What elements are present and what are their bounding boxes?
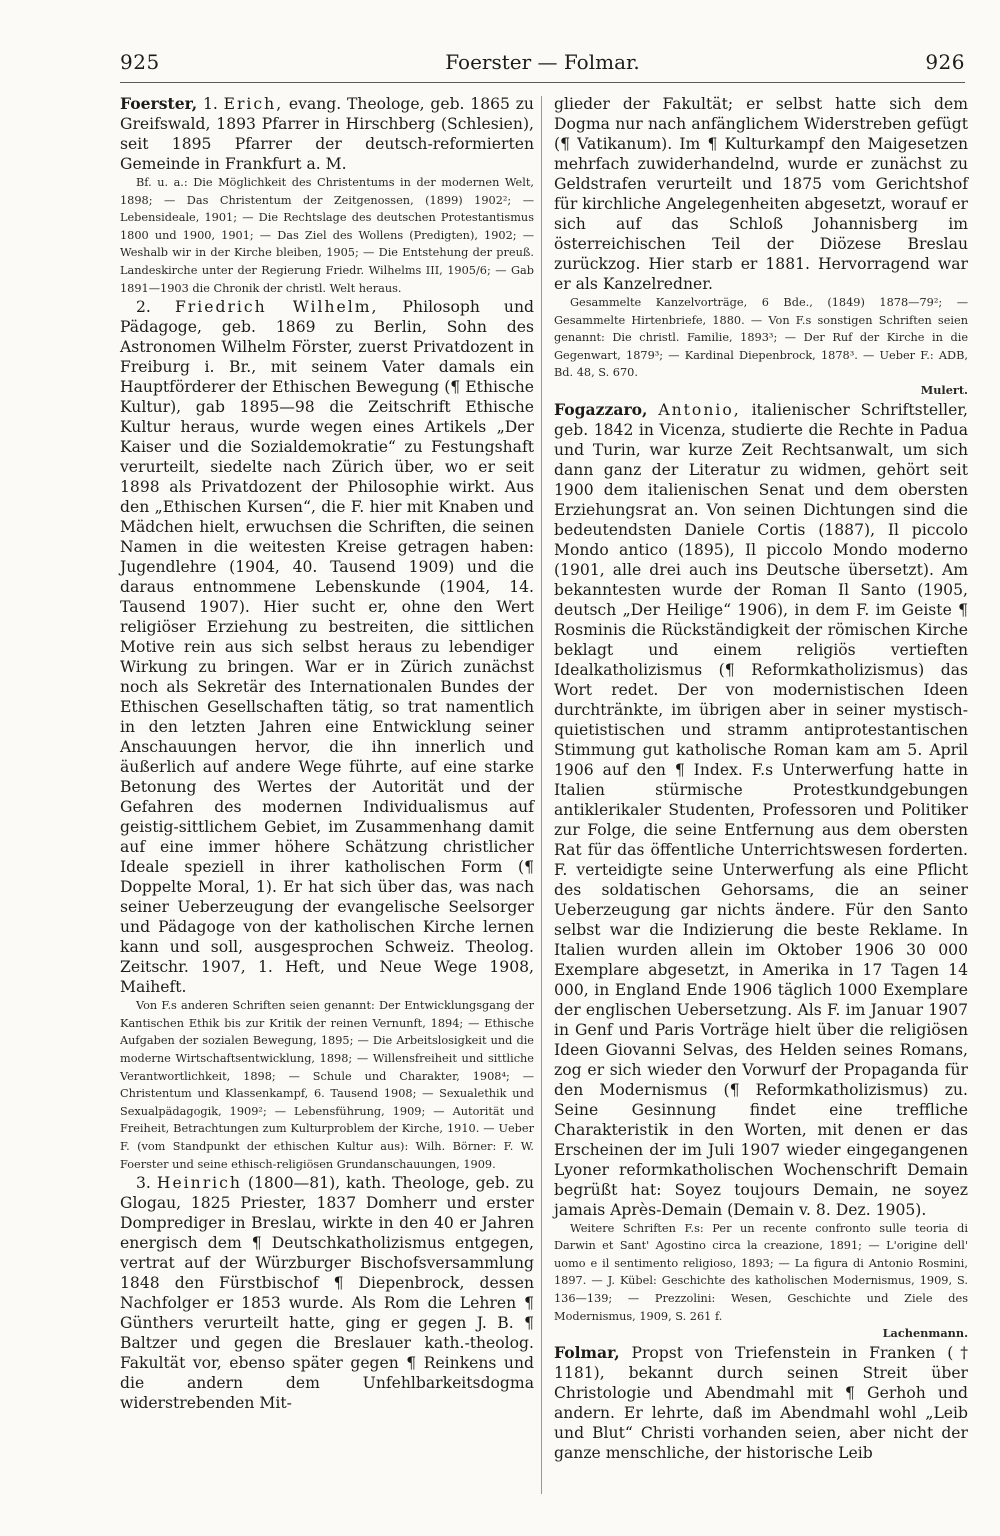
page-number-left: 925 <box>120 50 160 74</box>
entry-lemma: Folmar, <box>554 1342 620 1362</box>
entry-name: Erich, <box>223 95 284 113</box>
entry-name: Friedrich Wilhelm, <box>174 298 379 317</box>
entry-continuation: glieder der Fakultät; er selbst hatte sich dem Dogma nur nach anfänglichem Widerstreben gefügt (¶ Vatikanum). Im ¶ Kulturkampf den Maigesetzen mehrfach zuwiderhandelnd, wurde er zunächst zu Geldstrafen verurteilt und 1875 vom Gerichtshof für kirchliche Angelegenheiten abgesetzt, worauf er sich auf das Schloß Johannisberg im österreichischen Teil der Diözese Breslau zurückzog. Hier starb er 1881. Hervorragend war er als Kanzelredner. <box>554 95 968 293</box>
entry-bibliography: Von F.s anderen Schriften seien genannt: Der Entwicklungsgang der Kantischen Ethik bis zur Kritik der reinen Vernunft, 1894; — Ethische Aufgaben der sozialen Bewegung, 1895; — Die Arbeitslosigkeit und die moderne Wirtschaftsentwicklung, 1898; — Willensfreiheit und sittliche Verantwortlichkeit, 1898; — Schule und Charakter, 1908⁴; — Christentum und Klassenkampf, 6. Tausend 1908; — Sexualethik und Sexualpädagogik, 1909²; — Lebensführung, 1909; — Autorität und Freiheit, Betrachtungen zum Kulturproblem der Kirche, 1910. — Ueber F. (vom Standpunkt der ethischen Kultur aus): Wilh. Börner: F. W. Foerster und seine ethisch-religiösen Grundanschauungen, 1909. <box>120 999 534 1171</box>
entry-bibliography: Bf. u. a.: Die Möglichkeit des Christentums in der modernen Welt, 1898; — Das Christentum der Zeitgenossen, (1899) 1902²; — Lebensideale, 1901; — Die Rechtslage des deutschen Protestantismus 1800 und 1900, 1901; — Das Ziel des Wollens (Predigten), 1902; — Weshalb wir in der Kirche bleiben, 1905; — Die Entstehung der preuß. Landeskirche unter der Regierung Friedr. Wilhelms III, 1905/6; — Gab 1891—1903 die Chronik der christl. Welt heraus. <box>120 176 534 295</box>
entry-text: Propst von Triefenstein in Franken († 1181), bekannt durch seinen Streit über Christologie und Abendmahl mit ¶ Gerhoh und andern. Er lehrte, daß im Abendmahl wohl „Leib und Blut“ Christi vorhanden seien, aber nicht der ganze menschliche, der historische Leib <box>554 1343 968 1462</box>
entry-number: 3. <box>136 1174 151 1193</box>
entry-folmar <box>554 1343 968 1463</box>
entry-text: italienischer Schriftsteller, geb. 1842 in Vicenza, studierte die Rechte in Padua und Turin, war kurze Zeit Rechtsanwalt, um sich dann ganz der Literatur zu widmen, gehört seit 1900 dem italienischen Senat und dem obersten Erziehungsrat an. Von seinen Dichtungen sind die bedeutendsten Daniele Cortis (1887), Il piccolo Mondo antico (1895), Il piccolo Mondo moderno (1901, alle drei auch ins Deutsche übersetzt). Am bekanntesten wurde der Roman Il Santo (1905, deutsch „Der Heilige“ 1906), in dem F. im Geiste ¶ Rosminis die Rückständigkeit der römischen Kirche beklagt und einem religiös vertieften Idealkatholizismus (¶ Reformkatholizismus) das Wort redet. Der von modernistischen Ideen durchtränkte, im übrigen aber in seiner mystisch-quietistischen und stramm antiprotestantischen Stimmung gut katholische Roman kam am 5. April 1906 auf den ¶ Index. F.s Unterwerfung hatte in Italien stürmische Protestkundgebungen antiklerikaler Studenten, Professoren und Politiker zur Folge, die seine Entfernung aus dem obersten Rat für das öffentliche Unterrichtswesen forderten. F. verteidigte seine Unterwerfung als eine Pflicht des soldatischen Gehorsams, die an seiner Ueberzeugung gar nichts ändere. Für den Santo selbst war die Indizierung die beste Reklame. In Italien wurden allein im Oktober 1906 30 000 Exemplare abgesetzt, in Amerika in 17 Tagen 14 000, in England Ende 1906 täglich 1000 Exemplare der englischen Uebersetzung. Als F. im Januar 1907 in Genf und Paris Vorträge hielt über die religiösen Ideen Giovanni Selvas, des Helden seines Romans, zog er sich wieder den Vorwurf der Propaganda für den Modernismus (¶ Reformkatholizismus) zu. Seine Gesinnung findet eine treffliche Charakteristik in den Worten, mit denen er das Erscheinen der im Juli 1907 wieder eingegangenen Lyoner reformkatholischen Wochenschrift Demain begrüßt hat: Soyez toujours Demain, ne soyez jamais Après-Demain (Demain v. 8. Dez. 1905). <box>554 400 968 1219</box>
entry-author: Lachenmann. <box>882 1326 968 1341</box>
entry-name: Antonio, <box>658 400 741 419</box>
entry-foerster-friedrich-wilhelm <box>120 297 534 997</box>
entry-fogazzaro <box>554 400 968 1220</box>
column-divider <box>541 96 542 1494</box>
header-rule <box>120 82 965 83</box>
entry-lemma: Fogazzaro, <box>554 399 648 419</box>
entry-foerster-erich <box>120 94 534 174</box>
entry-text: (1800—81), kath. Theologe, geb. zu Glogau, 1825 Priester, 1837 Domherr und erster Domprediger in Breslau, wirkte in den 40 er Jahren energisch dem ¶ Deutschkatholizismus entgegen, vertrat auf der Würzburger Bischofsversammlung 1848 den Fürstbischof ¶ Diepenbrock, dessen Nachfolger er 1853 wurde. Als Rom die Lehren ¶ Günthers verurteilt hatte, ging er gegen J. B. ¶ Baltzer und gegen die Breslauer kath.-theolog. Fakultät vor, ebenso später gegen ¶ Reinkens und die andern dem Unfehlbarkeitsdogma widerstrebenden Mit- <box>120 1174 534 1413</box>
entry-author: Mulert. <box>920 382 968 397</box>
left-column <box>120 94 534 1413</box>
page-number-right: 926 <box>925 50 965 74</box>
running-header <box>120 46 965 80</box>
right-column <box>554 94 968 1463</box>
entry-text: evang. Theologe, geb. 1865 zu Greifswald, 1893 Pfarrer in Hirschberg (Schlesien), seit 1895 Pfarrer der deutsch-reformierten Gemeinde in Frankfurt a. M. <box>120 95 534 173</box>
entry-lemma: Foerster, <box>120 94 198 113</box>
bibliography-text: Weitere Schriften F.s: Per un recente confronto sulle teoria di Darwin et Sant' Agostino circa la creazione, 1891; — L'origine dell' uomo e il sentimento religioso, 1893; — La figura di Antonio Rosmini, 1897. — J. Kübel: Geschichte des katholischen Modernismus, 1909, S. 136—139; — Prezzolini: Wesen, Geschichte und Ziele des Modernismus, 1909, S. 261 f. <box>554 1221 968 1323</box>
entry-number: 2. <box>136 298 151 317</box>
bibliography-text: Gesammelte Kanzelvorträge, 6 Bde., (1849) 1878—79²; — Gesammelte Hirtenbriefe, 1880. — Von F.s sonstigen Schriften seien genannt: Die christl. Familie, 1893³; — Der Ruf der Kirche in die Gegenwart, 1879³; — Kardinal Diepenbrock, 1878³. — Ueber F.: ADB, Bd. 48, S. 670. <box>554 296 968 380</box>
entry-text: Philosoph und Pädagoge, geb. 1869 zu Berlin, Sohn des Astronomen Wilhelm Förster, zuerst Privatdozent in Freiburg i. Br., mit seinem Vater damals ein Hauptförderer der Ethischen Bewegung (¶ Ethische Kultur), gab 1895—98 die Zeitschrift Ethische Kultur heraus, wurde wegen eines Artikels „Der Kaiser und die Sozialdemokratie“ zu Festungshaft verurteilt, siedelte nach Zürich über, wo er seit 1898 als Privatdozent der Philosophie wirkt. Aus den „Ethischen Kursen“, die F. hier mit Knaben und Mädchen hielt, erwuchsen die Schriften, die seinen Namen in die weitesten Kreise getragen haben: Jugendlehre (1904, 40. Tausend 1909) und die daraus entnommene Lebenskunde (1904, 14. Tausend 1907). Hier sucht er, ohne den Wert religiöser Erziehung zu bestreiten, die sittlichen Motive rein aus sich selbst heraus zu lebendiger Wirkung zu bringen. War er in Zürich zunächst noch als Sekretär des Internationalen Bundes der Ethischen Gesellschaften tätig, so trat namentlich in den letzten Jahren eine Entwicklung seiner Anschauungen hervor, die ihn innerlich und äußerlich auf andere Wege führte, auf eine starke Betonung des Wertes der Autorität und der Gefahren des modernen Individualismus auf geistig-sittlichem Gebiet, im Zusammenhang damit auf eine immer höhere Schätzung christlicher Ideale speziell in ihrer katholischen Form (¶ Doppelte Moral, 1). Er hat sich über das, was nach seiner Ueberzeugung der evangelische Seelsorger und Pädagoge von der katholischen Kirche lernen kann und soll, ausgesprochen Schweiz. Theolog. Zeitschr. 1907, 1. Heft, und Neue Wege 1908, Maiheft. <box>120 298 534 997</box>
running-title: Foerster — Folmar. <box>445 50 640 74</box>
entry-bibliography <box>554 1220 968 1343</box>
entry-name: Heinrich <box>156 1174 242 1193</box>
entry-bibliography <box>554 294 968 400</box>
entry-foerster-heinrich <box>120 1173 534 1413</box>
entry-number: 1. <box>202 95 218 113</box>
